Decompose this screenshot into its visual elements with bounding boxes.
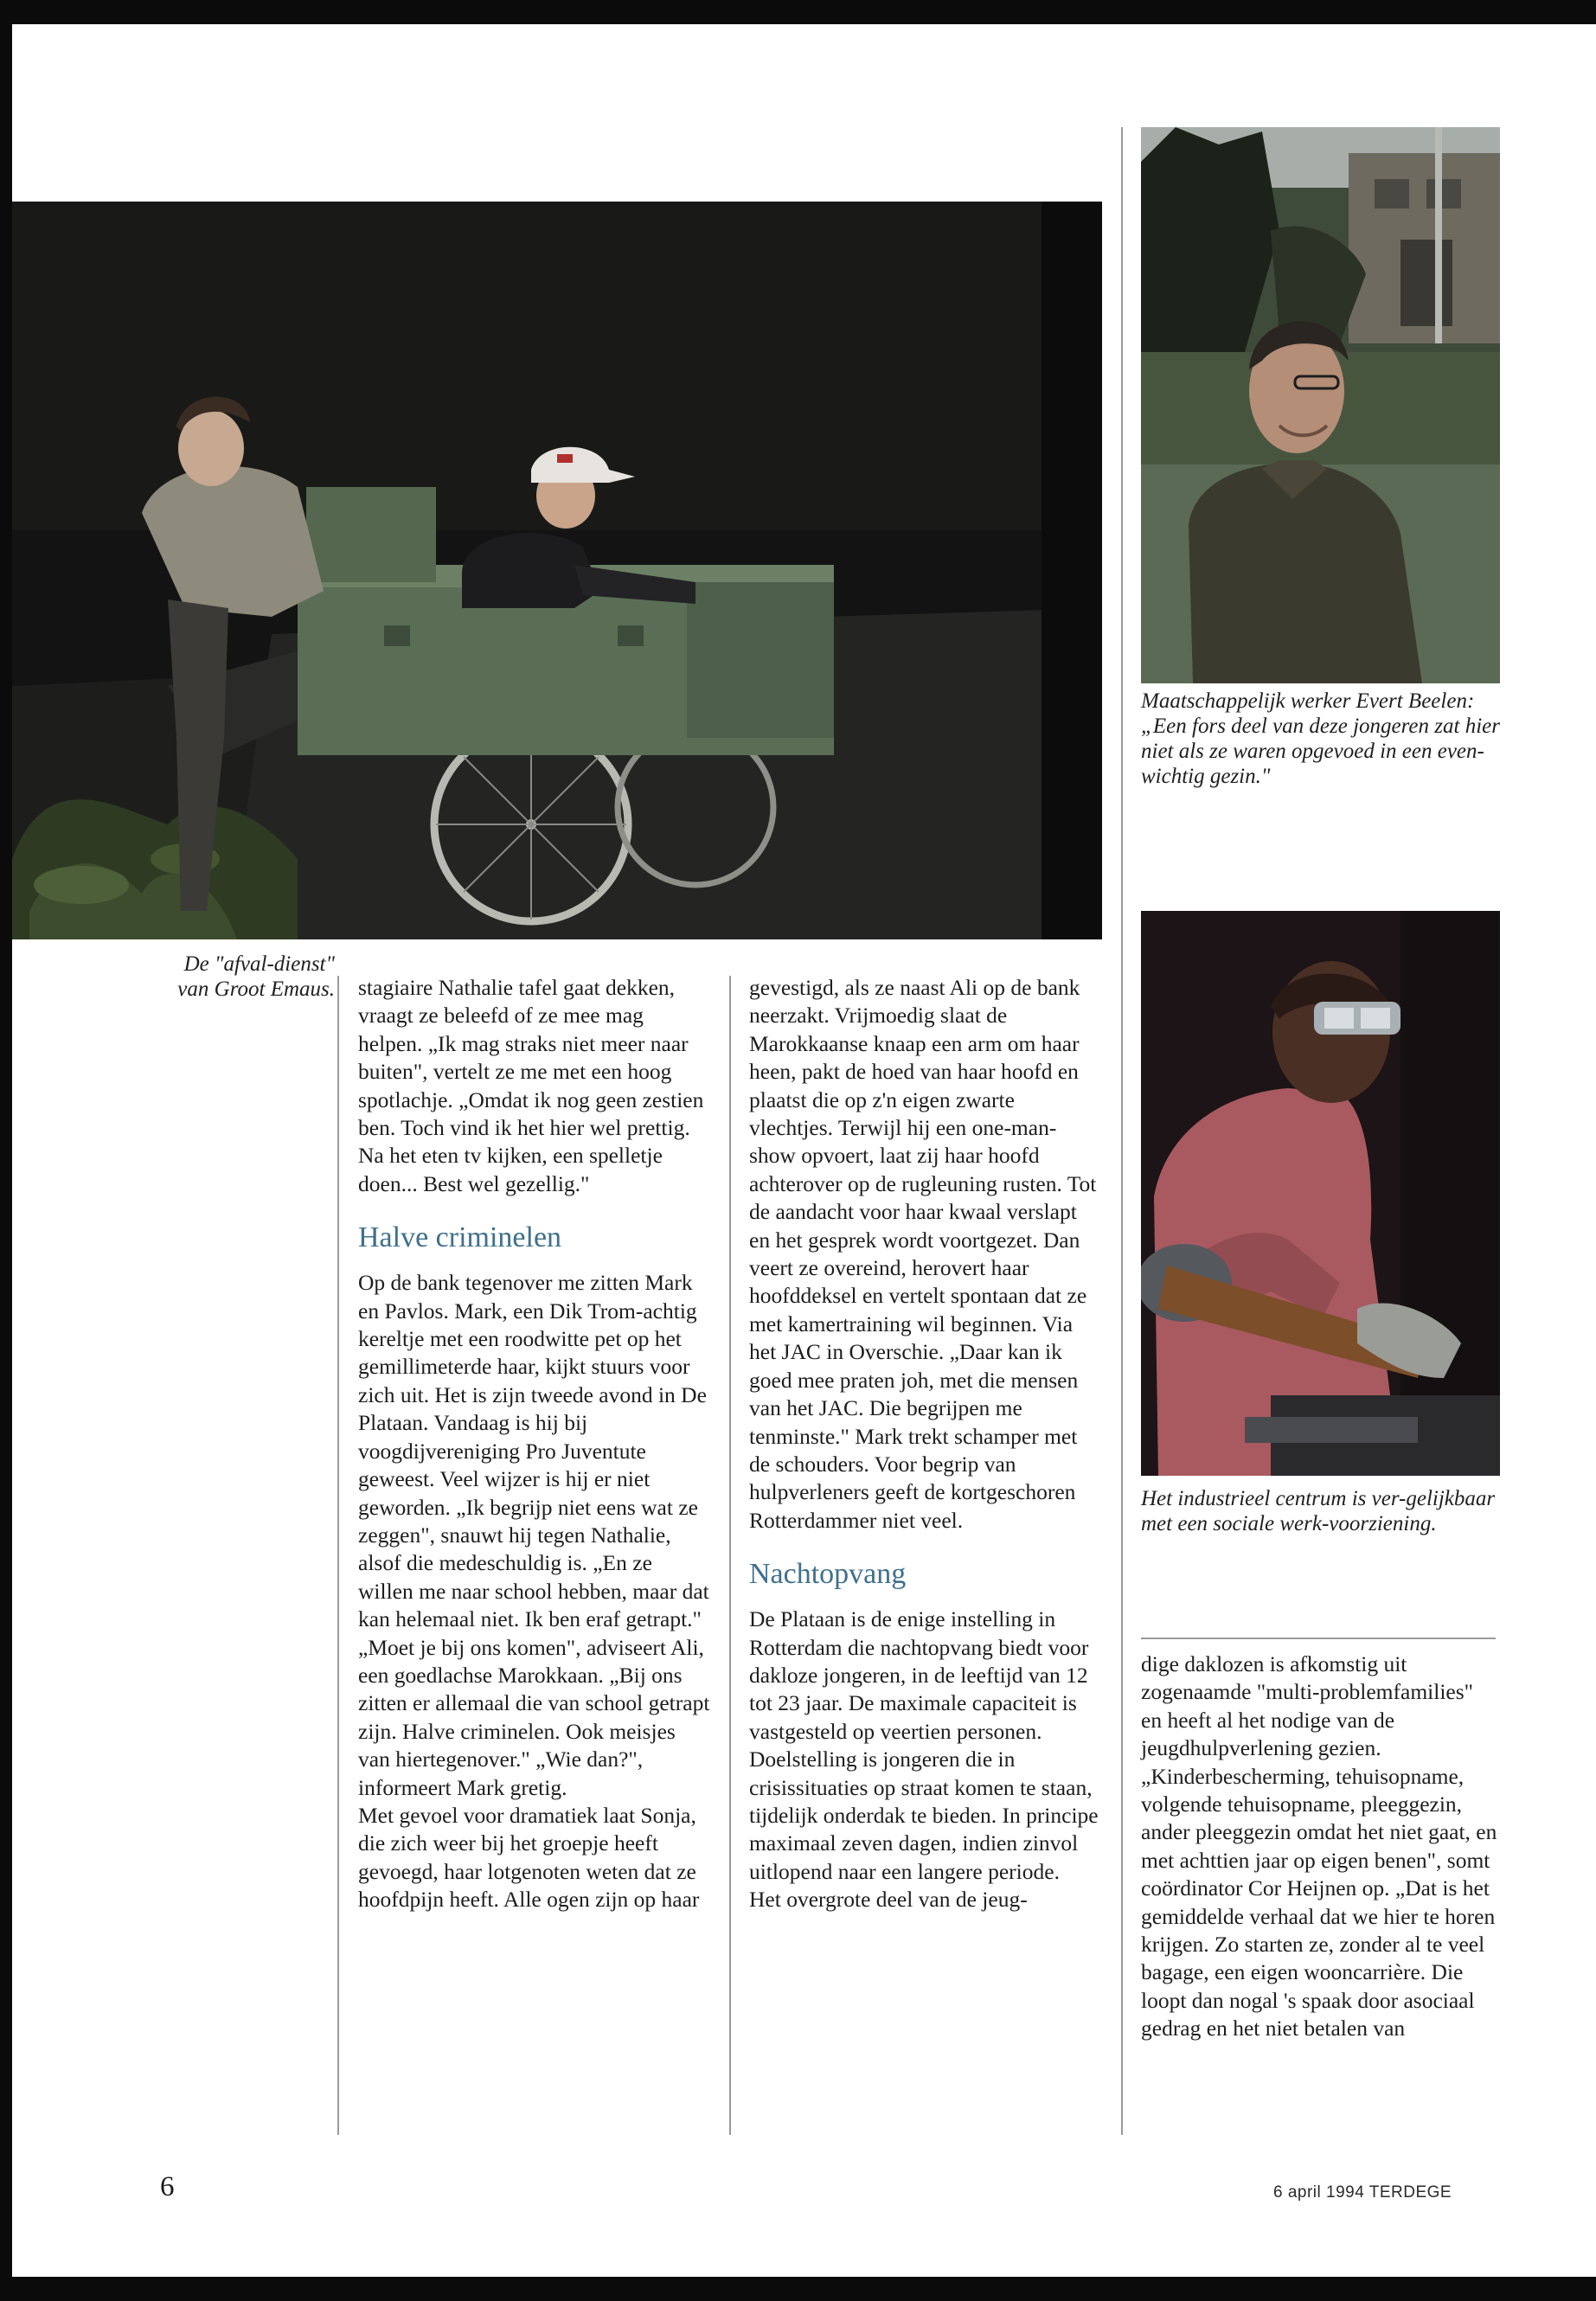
article-paragraph: Met gevoel voor dramatiek laat Sonja, die zich weer bij het groepje heeft gevoegd, haar lotgenoten weten dat ze hoofdpijn heeft. Alle ogen zijn op haar — [358, 1802, 700, 1913]
subheading-halve-criminelen: Halve criminelen — [358, 1221, 562, 1254]
article-paragraph: Het overgrote deel van de jeug- — [749, 1887, 1028, 1913]
welder-photo — [1141, 911, 1500, 1476]
sidebar-rule — [1141, 1638, 1496, 1639]
evert-beelen-photo — [1141, 127, 1500, 683]
article-column-2 — [749, 974, 1102, 1914]
column-rule-1 — [337, 976, 339, 2135]
evert-beelen-illustration — [1141, 127, 1500, 683]
cargo-bike-illustration — [12, 202, 1102, 939]
article-column-3 — [1141, 1650, 1497, 2043]
article-paragraph: dige daklozen is afkomstig uit zogenaamde "multi-problemfamilies" en heeft al het nodige van de jeugdhulpverlening gezien. „Kinderbescherming, tehuisopname, volgende tehuisopname, pleeggezin, ander pleeggezin omdat het niet gaat, en met achttien jaar op eigen benen", somt coördinator Cor Heijnen op. „Dat is het gemiddelde verhaal dat we hier te horen krijgen. Zo starten ze, zonder al te veel bagage, een eigen wooncarrière. Die loopt dan nogal 's spaak door asociaal gedrag en het niet betalen van — [1141, 1651, 1497, 2041]
article-column-1 — [358, 974, 711, 1914]
page-border-top — [0, 0, 1596, 24]
article-paragraph: gevestigd, als ze naast Ali op de bank neerzakt. Vrijmoedig slaat de Marokkaanse knaap een arm om haar heen, pakt de hoed van haar hoofd en plaatst die op z'n eigen zwarte vlechtjes. Terwijl hij een one-man-show opvoert, laat zij haar hoofd achterover op de rugleuning rusten. Tot de aandacht voor haar kwaal verslapt en het gesprek wordt voortgezet. Dan veert ze overeind, herovert haar hoofddeksel en vertelt spontaan dat ze met kamertraining wil beginnen. Via het JAC in Overschie. „Daar kan ik goed mee praten joh, met die mensen van het JAC. Die begrijpen me tenminste." Mark trekt schamper met de schouders. Voor begrip van hulpverleners geeft de kortgeschoren Rotterdammer niet veel. — [749, 975, 1097, 1533]
article-paragraph: De Plataan is de enige instelling in Rotterdam die nachtopvang biedt voor dakloze jongeren, in de leeftijd van 12 tot 23 jaar. De maximale capaciteit is vastgesteld op veertien personen. Doelstelling is jongeren die in crisissituaties op straat komen te staan, tijdelijk onderdak te bieden. In principe maximaal zeven dagen, indien zinvol uitlopend naar een langere periode. — [749, 1606, 1099, 1884]
cargo-bike-caption: De "afval-dienst" van Groot Emaus. — [177, 952, 335, 1001]
subheading-nachtopvang: Nachtopvang — [749, 1558, 907, 1591]
evert-beelen-caption: Maatschappelijk werker Evert Beelen: „Een fors deel van deze jongeren zat hier niet als ze waren opgevoed in een even-wichtig gezin." — [1141, 689, 1500, 788]
page-border-left — [0, 0, 12, 2301]
page-number: 6 — [160, 2171, 175, 2202]
cargo-bike-photo — [12, 202, 1102, 939]
issue-date-masthead: 6 april 1994 TERDEGE — [1273, 2183, 1452, 2202]
page-border-bottom — [0, 2277, 1596, 2301]
welder-illustration — [1141, 911, 1500, 1476]
column-rule-2 — [729, 976, 731, 2135]
welder-caption: Het industrieel centrum is ver-gelijkbaar met een sociale werk-voorziening. — [1141, 1487, 1496, 1535]
column-rule-3 — [1121, 127, 1123, 2135]
article-paragraph: stagiaire Nathalie tafel gaat dekken, vraagt ze beleefd of ze mee mag helpen. „Ik mag straks niet meer naar buiten", vertelt ze me met een hoog spotlachje. „Omdat ik nog geen zestien ben. Toch vind ik het hier wel prettig. Na het eten tv kijken, een spelletje doen... Best wel gezellig." — [358, 975, 704, 1196]
article-paragraph: Op de bank tegenover me zitten Mark en Pavlos. Mark, een Dik Trom-achtig kereltje met een roodwitte pet op het gemillimeterde haar, kijkt stuurs voor zich uit. Het is zijn tweede avond in De Plataan. Vandaag is hij bij voogdijvereniging Pro Juventute geweest. Veel wijzer is hij er niet geworden. „Ik begrijp niet eens wat ze zeggen", snauwt hij tegen Nathalie, alsof die medeschuldig is. „En ze willen me naar school hebben, maar dat kan helemaal niet. Ik ben eraf getrapt." „Moet je bij ons komen", adviseert Ali, een goedlachse Marokkaan. „Bij ons zitten er allemaal die van school getrapt zijn. Halve criminelen. Ook meisjes van hiertegenover." „Wie dan?", informeert Mark gretig. — [358, 1270, 710, 1800]
